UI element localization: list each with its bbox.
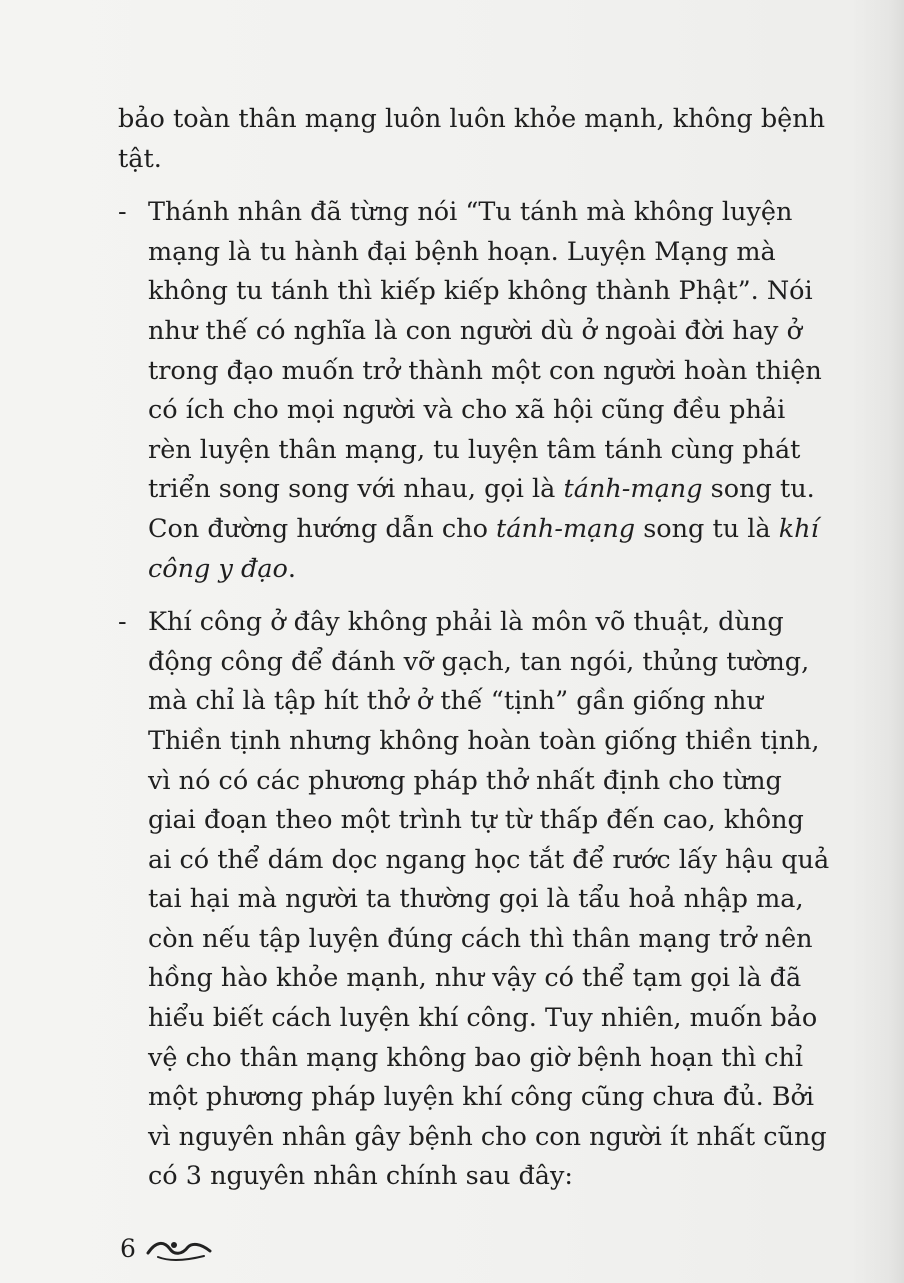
body-text: [118, 100, 830, 1197]
page-number: 6: [120, 1233, 136, 1263]
bullet-paragraph-2-text: Khí công ở đây không phải là môn võ thuật, dùng động công để đánh vỡ gạch, tan ngói, thủng tường, mà chỉ là tập hít thở ở thế “tịnh” gần giống như Thiền tịnh nhưng không hoàn toàn giống thiền tịnh, vì nó có các phương pháp thở nhất định cho từng giai đoạn theo một trình tự từ thấp đến cao, không ai có thể dám dọc ngang học tắt để rước lấy hậu quả tai hại mà người ta thường gọi là tẩu hoả nhập ma, còn nếu tập luyện đúng cách thì thân mạng trở nên hồng hào khỏe mạnh, như vậy có thể tạm gọi là đã hiểu biết cách luyện khí công. Tuy nhiên, muốn bảo vệ cho thân mạng không bao giờ bệnh hoạn thì chỉ một phương pháp luyện khí công cũng chưa đủ. Bởi vì nguyên nhân gây bệnh cho con người ít nhất cũng có 3 nguyên nhân chính sau đây:: [148, 607, 830, 1192]
page-footer: [120, 1228, 214, 1268]
page-edge-shadow: [852, 0, 904, 1283]
text-run: song tu là: [635, 513, 779, 544]
text-run: song tu. Con đường hướng dẫn cho: [148, 474, 815, 544]
bullet-paragraph-1: [118, 193, 830, 589]
italic-term: tánh-mạng: [496, 513, 636, 544]
text-run: .: [287, 553, 296, 584]
bullet-paragraph-2: [118, 603, 830, 1197]
bullet-dash: -: [118, 197, 127, 228]
bullet-paragraph-1-text: [148, 193, 830, 589]
bullet-dash: -: [118, 607, 127, 638]
text-run: Thánh nhân đã từng nói “Tu tánh mà không luyện mạng là tu hành đại bệnh hoạn. Luyện Mạng mà không tu tánh thì kiếp kiếp không thành Phật”. Nói như thế có nghĩa là con người dù ở ngoài đời hay ở trong đạo muốn trở thành một con người hoàn thiện có ích cho mọi người và cho xã hội cũng đều phải rèn luyện thân mạng, tu luyện tâm tánh cùng phát triển song song với nhau, gọi là: [148, 197, 822, 505]
flourish-ornament-icon: [144, 1233, 214, 1263]
italic-term: tánh-mạng: [563, 474, 703, 505]
paragraph-continued: bảo toàn thân mạng luôn luôn khỏe mạnh, không bệnh tật.: [118, 104, 826, 174]
italic-term: khí công y đạo: [148, 513, 819, 584]
